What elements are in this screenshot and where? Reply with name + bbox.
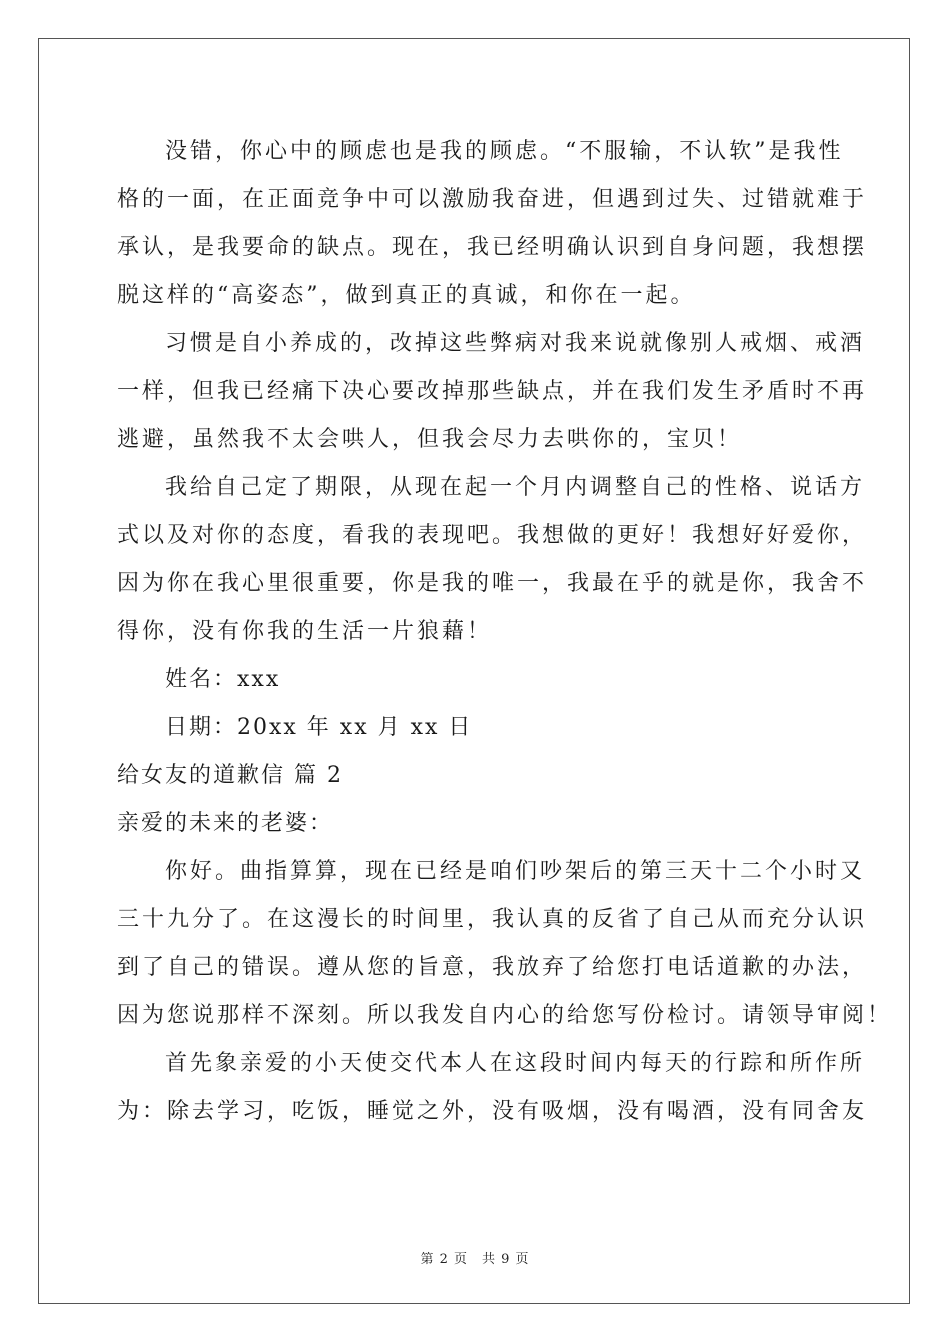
paragraph-5 xyxy=(117,1040,868,1136)
text-line: 格的一面，在正面竞争中可以激励我奋进，但遇到过失、过错就难于 xyxy=(117,187,868,212)
text-line: 我给自己定了期限，从现在起一个月内调整自己的性格、说话方 xyxy=(165,475,866,500)
text-line: 式以及对你的态度，看我的表现吧。我想做的更好！我想好好爱你， xyxy=(117,523,868,548)
text-line: 得你，没有你我的生活一片狼藉！ xyxy=(117,619,493,644)
text-line: 为：除去学习，吃饭，睡觉之外，没有吸烟，没有喝酒，没有同舍友 xyxy=(117,1099,868,1124)
text-line: 承认，是我要命的缺点。现在，我已经明确认识到自身问题，我想摆 xyxy=(117,235,868,260)
signature-name: 姓名：xxx xyxy=(165,667,281,692)
text-line: 一样，但我已经痛下决心要改掉那些缺点，并在我们发生矛盾时不再 xyxy=(117,379,868,404)
text-line: 你好。曲指算算，现在已经是咱们吵架后的第三天十二个小时又 xyxy=(165,859,866,884)
text-line: 逃避，虽然我不太会哄人，但我会尽力去哄你的，宝贝！ xyxy=(117,427,743,452)
page-footer xyxy=(0,1248,950,1267)
paragraph-3 xyxy=(117,464,868,656)
section-title: 给女友的道歉信 篇 2 xyxy=(117,763,343,788)
text-line: 三十九分了。在这漫长的时间里，我认真的反省了自己从而充分认识 xyxy=(117,907,868,932)
page-total: 共 9 页 xyxy=(482,1252,530,1267)
text-line: 没错，你心中的顾虑也是我的顾虑。“不服输，不认软”是我性 xyxy=(165,139,844,164)
text-line: 因为你在我心里很重要，你是我的唯一，我最在乎的就是你，我舍不 xyxy=(117,571,868,596)
signature-date: 日期：20xx 年 xx 月 xx 日 xyxy=(165,715,473,740)
paragraph-2 xyxy=(117,320,868,464)
salutation: 亲爱的未来的老婆： xyxy=(117,811,334,836)
page-number: 第 2 页 xyxy=(420,1252,468,1267)
text-line: 脱这样的“高姿态”，做到真正的真诚，和你在一起。 xyxy=(117,283,696,308)
text-line: 习惯是自小养成的，改掉这些弊病对我来说就像别人戒烟、戒酒 xyxy=(165,331,866,356)
document-body xyxy=(117,128,893,1136)
paragraph-4 xyxy=(117,848,893,1040)
text-line: 首先象亲爱的小天使交代本人在这段时间内每天的行踪和所作所 xyxy=(165,1051,866,1076)
paragraph-1 xyxy=(117,128,868,320)
text-line: 到了自己的错误。遵从您的旨意，我放弃了给您打电话道歉的办法， xyxy=(117,955,868,980)
text-line: 因为您说那样不深刻。所以我发自内心的给您写份检讨。请领导审阅！ xyxy=(117,1003,893,1028)
